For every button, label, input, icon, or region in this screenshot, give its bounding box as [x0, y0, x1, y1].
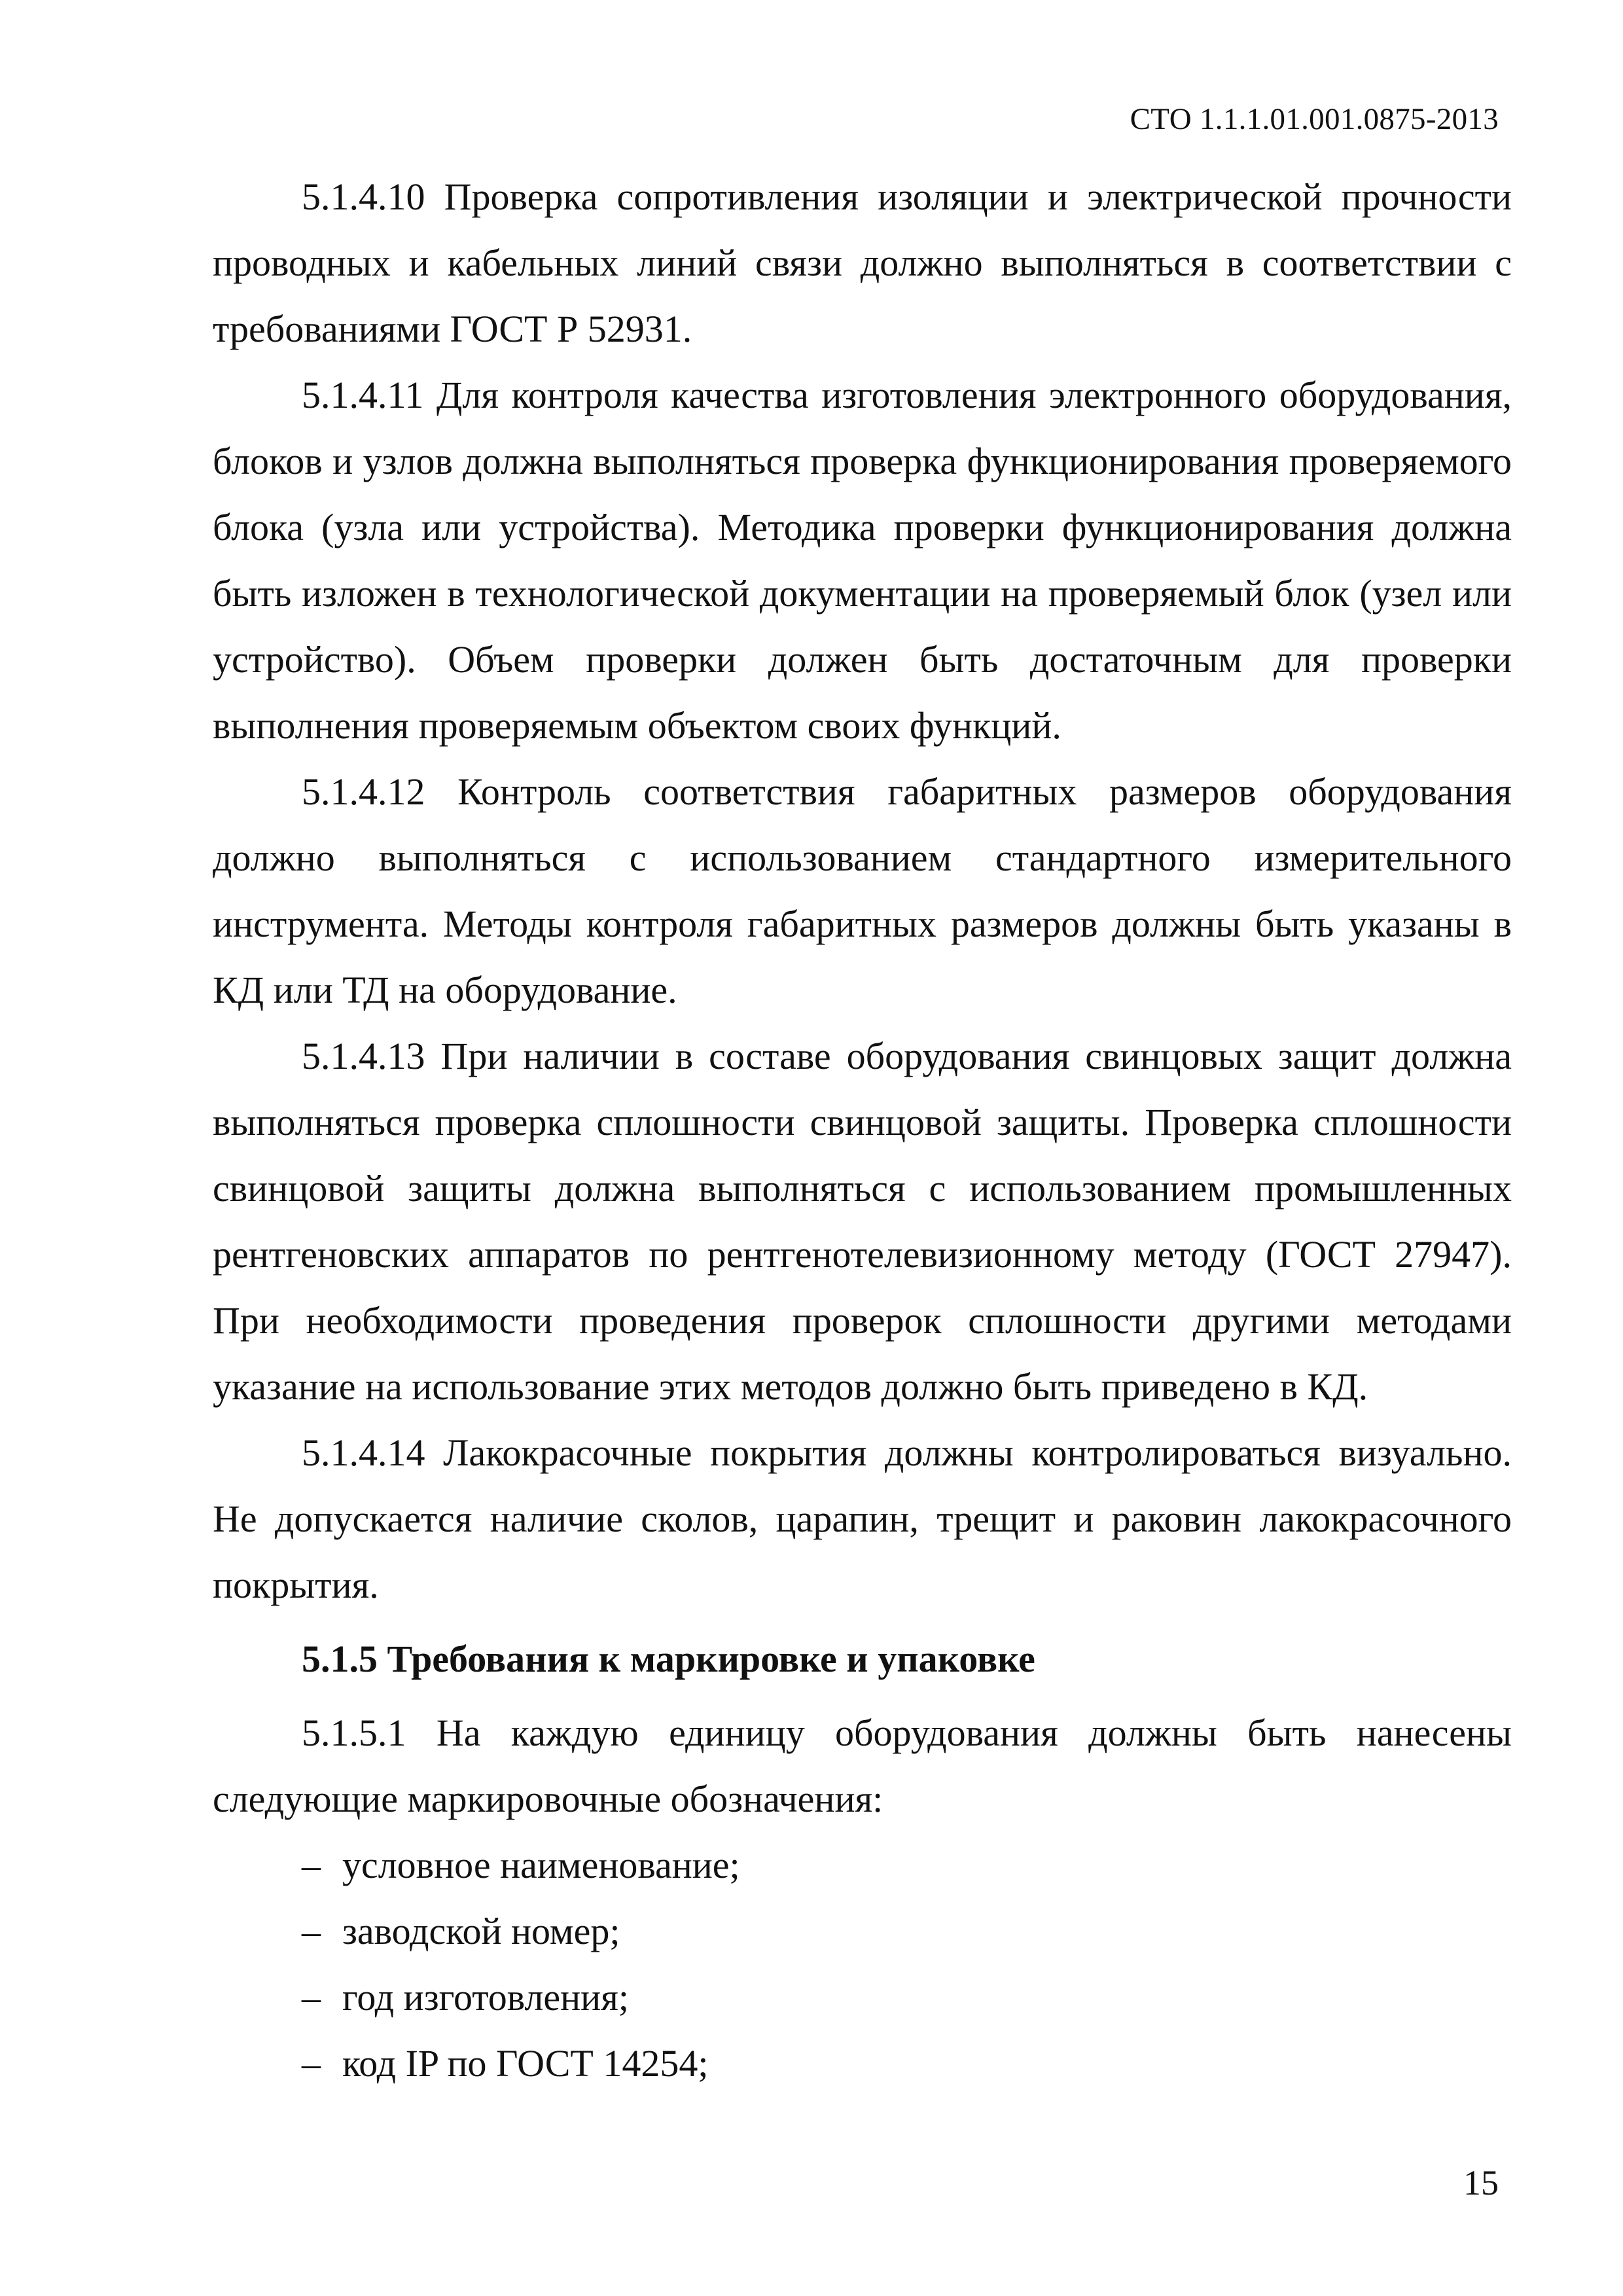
clause-5-1-4-14: 5.1.4.14 Лакокрасочные покрытия должны контролироваться визуально. Не допускается наличие сколов, царапин, трещит и раковин лакокрасочного покрытия.	[213, 1431, 1512, 1606]
clause-5-1-5-1: 5.1.5.1 На каждую единицу оборудования должны быть нанесены следующие маркировочные обозначения:	[213, 1712, 1512, 1820]
list-item-text: год изготовления;	[342, 1976, 629, 2018]
list-dash: –	[302, 2042, 321, 2085]
list-item-text: код IP по ГОСТ 14254;	[342, 2042, 709, 2085]
page-body	[213, 164, 1512, 2096]
list-item	[213, 1964, 1512, 2030]
clause-5-1-4-12: 5.1.4.12 Контроль соответствия габаритных размеров оборудования должно выполняться с использованием стандартного измерительного инструмента. Методы контроля габаритных размеров должны быть указаны в КД или ТД на оборудование.	[213, 770, 1512, 1011]
list-item	[213, 1898, 1512, 1964]
list-dash: –	[302, 1976, 321, 2018]
clause-5-1-4-13: 5.1.4.13 При наличии в составе оборудования свинцовых защит должна выполняться проверка сплошности свинцовой защиты. Проверка сплошности свинцовой защиты должна выполняться с использованием промышленных рентгеновских аппаратов по рентгенотелевизионному методу (ГОСТ 27947). При необходимости проведения проверок сплошности другими методами указание на использование этих методов должно быть приведено в КД.	[213, 1035, 1512, 1408]
list-item-text: заводской номер;	[342, 1910, 620, 1952]
page-number: 15	[1463, 2163, 1499, 2202]
section-heading: 5.1.5 Требования к маркировке и упаковке	[302, 1638, 1035, 1680]
list-item-text: условное наименование;	[342, 1844, 740, 1886]
list-item	[213, 2030, 1512, 2096]
list-item	[213, 1832, 1512, 1898]
list-dash: –	[302, 1910, 321, 1952]
marking-list	[213, 1832, 1512, 2096]
list-dash: –	[302, 1844, 321, 1886]
clause-5-1-4-10: 5.1.4.10 Проверка сопротивления изоляции и электрической прочности проводных и кабельных линий связи должно выполняться в соответствии с требованиями ГОСТ Р 52931.	[213, 175, 1512, 350]
document-code: СТО 1.1.1.01.001.0875-2013	[1130, 102, 1499, 136]
clause-5-1-4-11: 5.1.4.11 Для контроля качества изготовления электронного оборудования, блоков и узлов должна выполняться проверка функционирования проверяемого блока (узла или устройства). Методика проверки функционирования должна быть изложен в технологической документации на проверяемый блок (узел или устройство). Объем проверки должен быть достаточным для проверки выполнения проверяемым объектом своих функций.	[213, 374, 1512, 747]
